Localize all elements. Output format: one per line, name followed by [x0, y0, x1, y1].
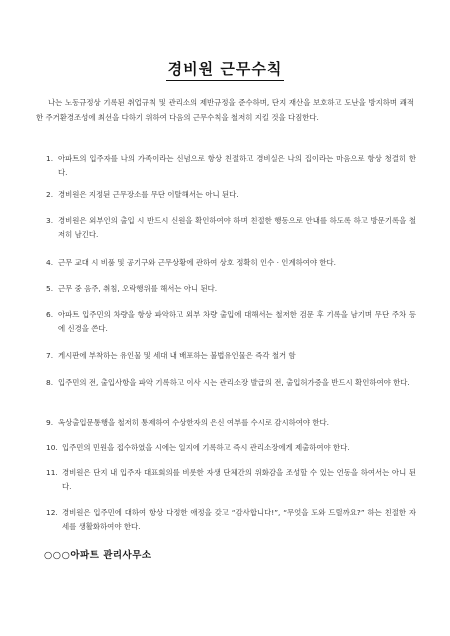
- rule-number: 1.: [46, 154, 54, 163]
- page-title-text: 경비원 근무수칙: [166, 58, 285, 81]
- rule-number: 3.: [46, 216, 54, 225]
- rule-text: 경비원은 외부인의 출입 시 반드시 신원을 확인하여야 하며 친절한 행동으로 안내를 하도록 하고 방문기록을 철저히 남긴다.: [58, 216, 416, 239]
- rule-item: [46, 256, 416, 270]
- footer-signature: ○○○아파트 관리사무소: [44, 550, 152, 561]
- rule-text: 경비원은 지정된 근무장소를 무단 이탈해서는 아니 된다.: [58, 190, 239, 199]
- rule-number: 12.: [46, 508, 58, 517]
- rule-text: 옥상출입문통행을 철저히 통제하여 수상한자의 은신 여부를 수시로 감시하여야 한다.: [58, 418, 330, 427]
- rule-number: 5.: [46, 284, 54, 293]
- intro-paragraph: 나는 노동규정상 기록된 취업규칙 및 관리소의 제반규정을 준수하며, 단지 재산을 보호하고 도난을 방지하며 쾌적한 주거환경조성에 최선을 다하기 위하여 다음의 근무수칙을 철저히 지킬 것을 다짐한다.: [36, 98, 414, 122]
- rule-item: [46, 441, 416, 455]
- rule-item: [46, 349, 416, 363]
- rule-text: 입주민의 전, 출입사항을 파악 기록하고 이사 시는 관리소장 발급의 전, 출입허가증을 반드시 확인하여야 한다.: [58, 378, 410, 387]
- rule-text: 근무 교대 시 비품 및 공기구와 근무상황에 관하여 상호 정확히 인수 · 인계하여야 한다.: [58, 258, 336, 267]
- rule-text: 아파트 입주민의 차량을 항상 파악하고 외부 차량 출입에 대해서는 철저한 검문 후 기록을 남기며 무단 주차 등에 신경을 쓴다.: [58, 310, 416, 333]
- rule-text: 경비원은 단지 내 입주자 대표회의를 비롯한 자생 단체간의 위화감을 조성할 수 있는 언동을 하여서는 아니 된다.: [62, 468, 416, 491]
- rule-text: 경비원은 입주민에 대하여 항상 다정한 애정을 갖고 “감사합니다!”, “무엇을 도와 드릴까요?” 하는 친절한 자세를 생활화하여야 한다.: [62, 508, 416, 531]
- rule-text: 근무 중 음주, 취침, 오락행위를 해서는 아니 된다.: [58, 284, 218, 293]
- rule-text: 게시판에 부착하는 유인물 및 세대 내 배포하는 불법유인물은 즉각 철거 함: [58, 351, 296, 360]
- rule-item: [46, 282, 416, 296]
- rule-number: 4.: [46, 258, 54, 267]
- rule-item: [46, 466, 416, 494]
- rule-item: [46, 152, 416, 180]
- rule-number: 7.: [46, 351, 54, 360]
- rule-item: [46, 416, 416, 430]
- rule-text: 입주민의 민원을 접수하였을 시에는 일지에 기록하고 즉시 관리소장에게 제출하여야 한다.: [62, 443, 350, 452]
- rule-number: 6.: [46, 310, 54, 319]
- rule-number: 9.: [46, 418, 54, 427]
- rule-number: 11.: [46, 468, 58, 477]
- rule-item: [46, 308, 416, 336]
- rule-number: 8.: [46, 378, 54, 387]
- rule-item: [46, 188, 416, 202]
- rule-item: [46, 214, 416, 242]
- rule-item: [46, 506, 416, 534]
- rule-number: 2.: [46, 190, 54, 199]
- rule-item: [46, 376, 416, 390]
- rule-text: 아파트의 입주자를 나의 가족이라는 신념으로 항상 친절하고 경비실은 나의 집이라는 마음으로 항상 청결히 한다.: [58, 154, 416, 177]
- rule-number: 10.: [46, 443, 58, 452]
- page-title: [0, 58, 450, 81]
